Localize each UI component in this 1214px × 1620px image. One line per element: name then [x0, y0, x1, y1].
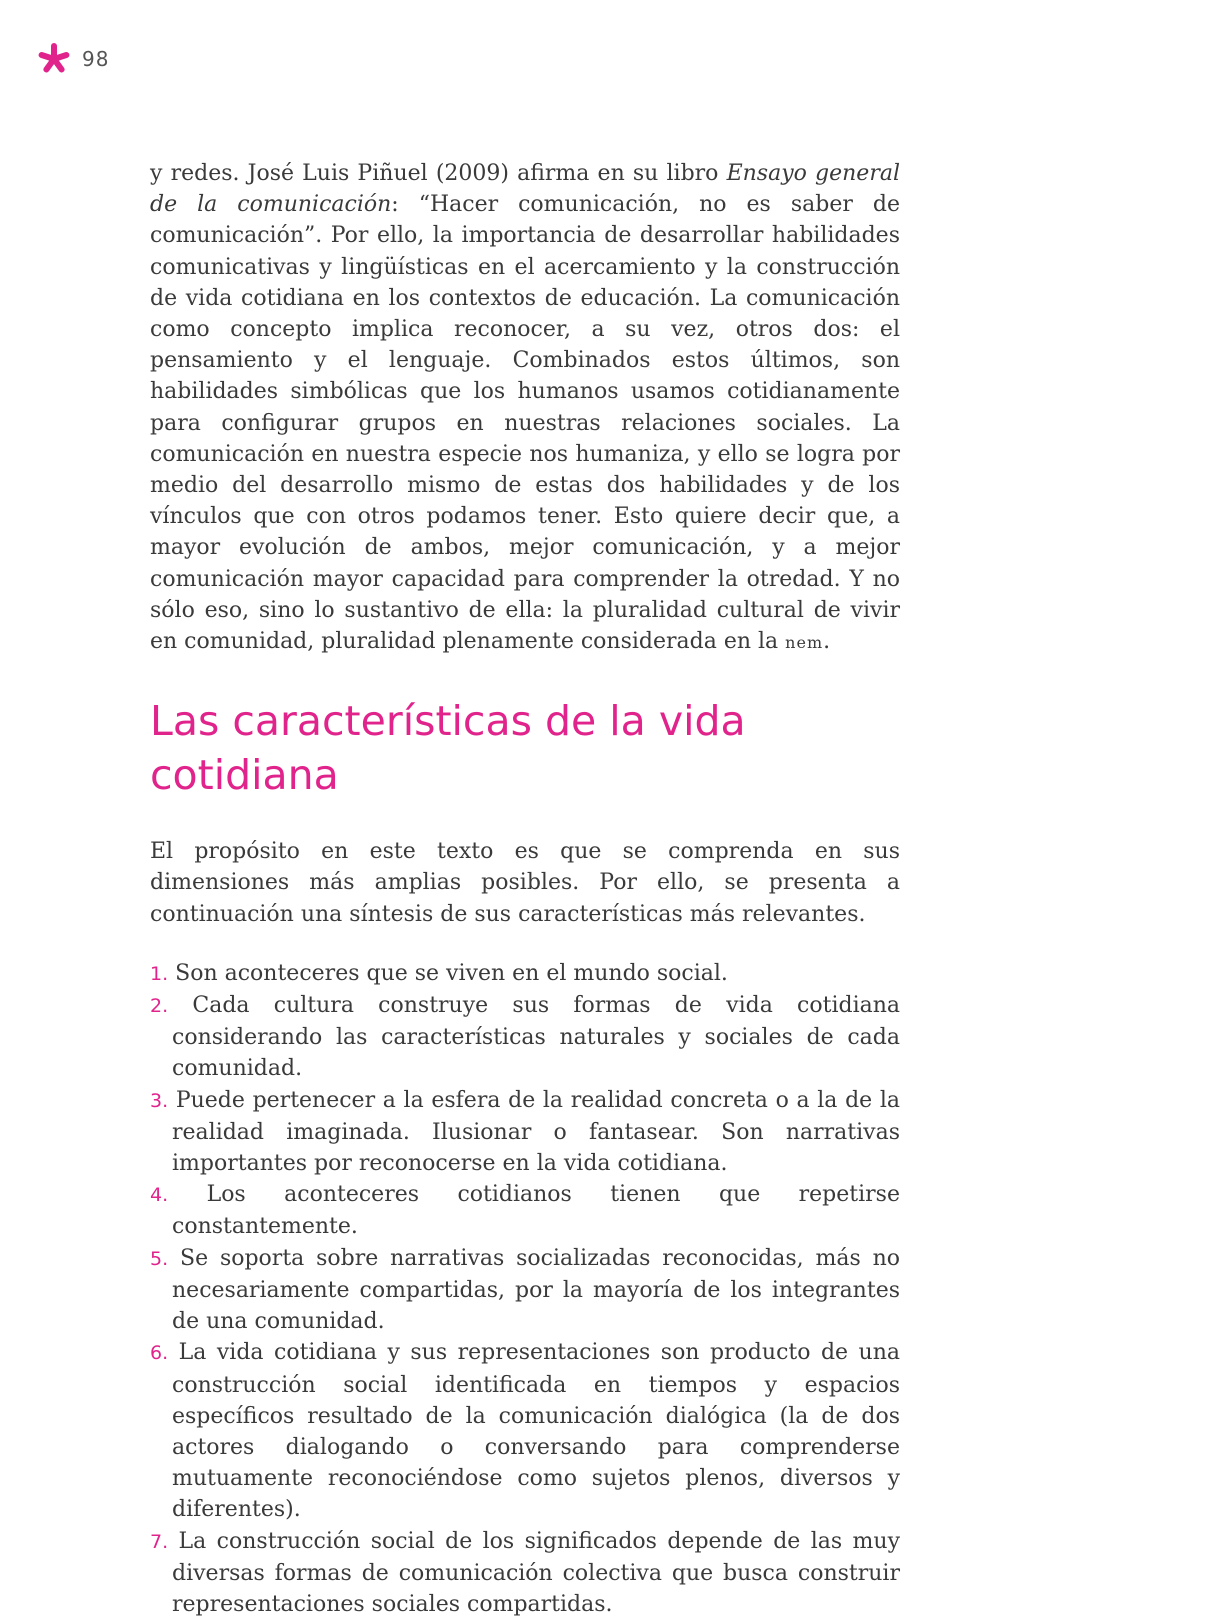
asterisk-icon	[36, 42, 72, 76]
paragraph-text-main: : “Hacer comunicación, no es saber de comunicación”. Por ello, la importancia de desarrollar habilidades comunicativas y lingüísticas en el acercamiento y la construcción de vida cotidiana en los contextos de educación. La comunicación como concepto implica reconocer, a su vez, otros dos: el pensamiento y el lenguaje. Combinados estos últimos, son habilidades simbólicas que los humanos usamos cotidianamente para configurar grupos en nuestras relaciones sociales. La comunicación en nuestra especie nos humaniza, y ello se logra por medio del desarrollo mismo de estas dos habilidades y de los vínculos que con otros podamos tener. Esto quiere decir que, a mayor evolución de ambos, mejor comunicación, y a mejor comunicación mayor capacidad para comprender la otredad. Y no sólo eso, sino lo sustantivo de ella: la pluralidad cultural de vivir en comunidad, pluralidad plenamente considerada en la	[150, 192, 900, 655]
item-number: 6.	[150, 1342, 169, 1365]
page-content	[150, 158, 900, 1620]
characteristics-list	[150, 958, 900, 1620]
list-item	[150, 1526, 900, 1620]
item-number: 1.	[150, 962, 169, 985]
book-title: Ensayo general de la comunicación	[150, 161, 900, 218]
item-text: Cada cultura construye sus formas de vida cotidiana considerando las características naturales y sociales de cada comunidad.	[172, 993, 901, 1082]
item-number: 3.	[150, 1089, 169, 1112]
item-text: Son aconteceres que se viven en el mundo social.	[175, 960, 728, 986]
item-number: 7.	[150, 1530, 169, 1553]
list-item	[150, 1337, 900, 1525]
page-header	[36, 42, 109, 76]
item-number: 4.	[150, 1184, 169, 1207]
section-intro: El propósito en este texto es que se comprenda en sus dimensiones más amplias posibles. Por ello, se presenta a continuación una síntesis de sus características más relevantes.	[150, 839, 900, 927]
list-item	[150, 958, 900, 990]
paragraph-text-end: .	[823, 629, 831, 655]
list-item	[150, 990, 900, 1085]
item-text: La construcción social de los significados depende de las muy diversas formas de comunicación colectiva que busca construir representaciones sociales compartidas.	[172, 1528, 900, 1617]
item-text: Los aconteceres cotidianos tienen que repetirse constantemente.	[172, 1182, 900, 1240]
paragraph-text-start: y redes. José Luis Piñuel (2009) afirma en su libro	[150, 161, 727, 186]
acronym-nem: nem	[785, 633, 824, 653]
page-number: 98	[82, 47, 110, 71]
body-paragraph	[150, 158, 900, 658]
item-text: La vida cotidiana y sus representaciones son producto de una construcción social identificada en tiempos y espacios específicos resultado de la comunicación dialógica (la de dos actores dialogando o conversando para comprenderse mutuamente reconociéndose como sujetos plenos, diversos y diferentes).	[172, 1340, 901, 1523]
list-item	[150, 1085, 900, 1180]
list-item	[150, 1179, 900, 1242]
section-title: Las características de la vida cotidiana	[150, 697, 746, 800]
item-text: Se soporta sobre narrativas socializadas reconocidas, más no necesariamente compartidas, por la mayoría de los integrantes de una comunidad.	[172, 1245, 900, 1335]
item-text: Puede pertenecer a la esfera de la realidad concreta o a la de la realidad imaginada. Ilusionar o fantasear. Son narrativas importantes por reconocerse en la vida cotidiana.	[172, 1087, 901, 1177]
list-item	[150, 1243, 900, 1338]
item-number: 5.	[150, 1247, 169, 1270]
item-number: 2.	[150, 995, 169, 1018]
